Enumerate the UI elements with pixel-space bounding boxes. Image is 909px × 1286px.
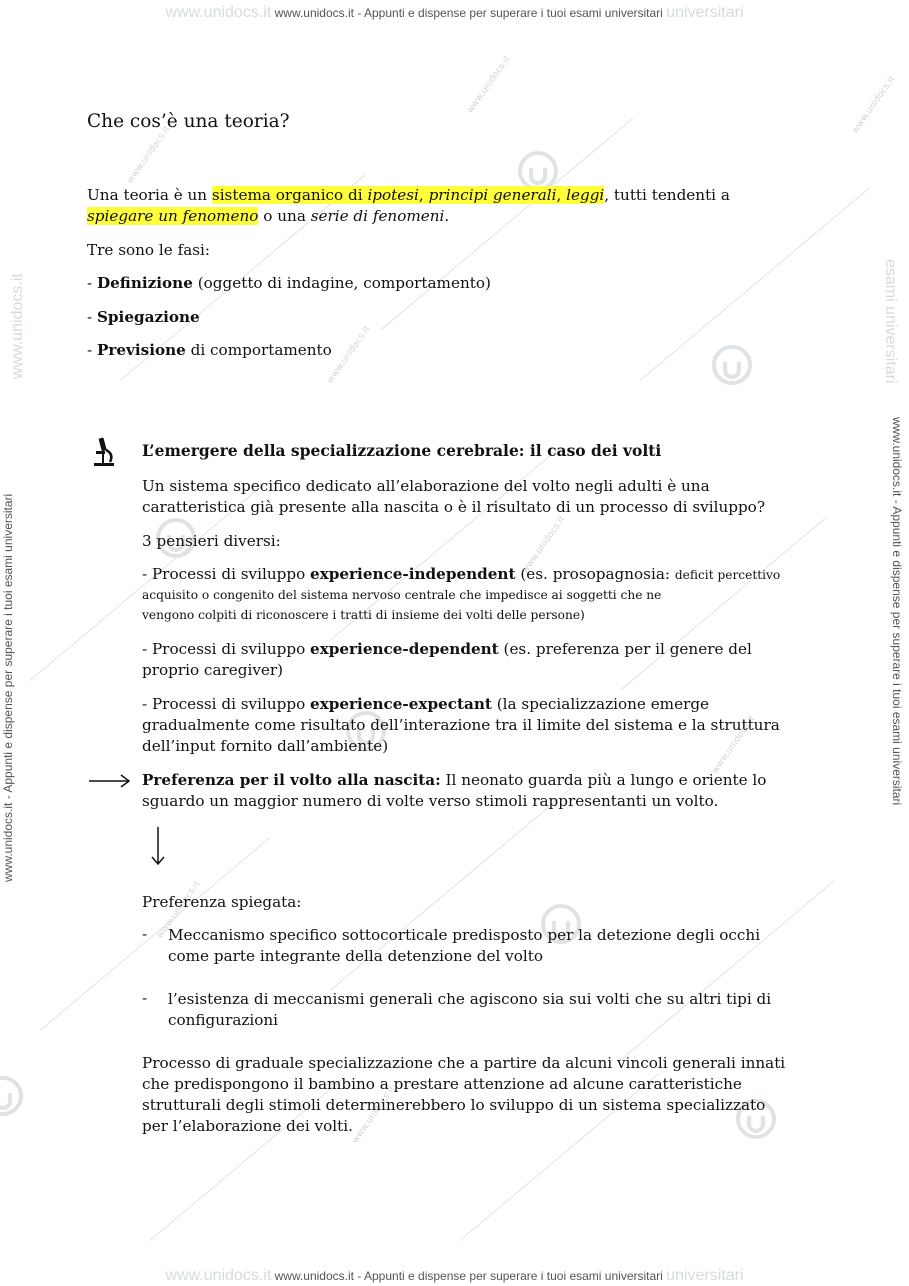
footer-ghost-left: www.unidocs.it [165,1267,272,1284]
right-side-ghost: esami universitari [882,259,899,384]
explained-heading: Preferenza spiegata: [142,893,302,911]
process-expectant-line-2: gradualmente come risultato dell’interazione tra il limite del sistema e la struttura [142,716,780,734]
phases-intro: Tre sono le fasi: [87,241,211,259]
question-line-2: caratteristica già presente alla nascita o è il risultato di un processo di sviluppo? [142,498,765,516]
process-independent-line-3: vengono colpiti di riconoscere i tratti di insieme dei volti delle persone) [142,608,585,622]
left-side-text: www.unidocs.it - Appunti e dispense per superare i tuoi esami universitari [1,493,15,882]
phase-definition: - Definizione (oggetto di indagine, comportamento) [87,274,491,292]
conclusion-line-1: Processo di graduale specializzazione che a partire da alcuni vincoli generali innati [142,1054,786,1072]
bullet-2-line-2: configurazioni [168,1011,279,1029]
header-text: www.unidocs.it - Appunti e dispense per superare i tuoi esami universitari [274,6,663,20]
conclusion-line-3: strutturali degli stimoli determinerebbero lo sviluppo di un sistema specializzato [142,1096,766,1114]
process-dependent-line-1: - Processi di sviluppo experience-dependent (es. preferenza per il genere del [142,640,752,658]
header-ghost-right: universitari [666,4,744,21]
watermark-text: www.unidocs.it [125,124,173,186]
watermark-text: www.unidocs.it [710,714,758,776]
left-side-ghost: www.unidocs.it [9,273,26,379]
phase-explanation: - Spiegazione [87,308,200,326]
bullet-1-line-2: come parte integrante della detenzione del volto [168,947,544,965]
highlight: sistema organico di ipotesi, principi generali, leggi [211,186,605,204]
bullet-dash: - [142,989,148,1007]
process-expectant-line-1: - Processi di sviluppo experience-expectant (la specializzazione emerge [142,695,710,713]
subsection-title: L’emergere della specializzazione cerebrale: il caso dei volti [142,441,662,460]
three-thoughts: 3 pensieri diversi: [142,532,281,550]
conclusion-line-2: che predispongono il bambino a prestare attenzione ad alcune caratteristiche [142,1075,742,1093]
process-independent-line-2: acquisito o congenito del sistema nervoso centrale che impedisce ai soggetti che ne [142,588,662,602]
highlight: spiegare un fenomeno [87,207,259,225]
watermark-text: www.unidocs.it [325,324,373,386]
footer-ghost-right: universitari [666,1267,744,1284]
arrow-right-icon [88,771,132,791]
conclusion-line-4: per l’elaborazione dei volti. [142,1117,353,1135]
bullet-1-line-1: Meccanismo specifico sottocorticale predisposto per la detezione degli occhi [168,926,761,944]
watermark-text: www.unidocs.it [520,514,568,576]
bullet-2-line-1: l’esistenza di meccanismi generali che agiscono sia sui volti che su altri tipi di [168,990,772,1008]
watermark-text: www.unidocs.it [350,1084,398,1146]
process-independent-line-1: - Processi di sviluppo experience-independent (es. prosopagnosia: deficit percettivo [142,565,781,583]
definition-line-2: spiegare un fenomeno o una serie di fenomeni. [87,207,450,225]
right-side-text: www.unidocs.it - Appunti e dispense per superare i tuoi esami universitari [890,417,904,806]
definition-line-1: Una teoria è un sistema organico di ipotesi, principi generali, leggi, tutti tendenti a [87,186,730,204]
watermark-text: www.unidocs.it [465,54,513,116]
section-title: Che cos’è una teoria? [87,111,290,132]
footer-text: www.unidocs.it - Appunti e dispense per superare i tuoi esami universitari [274,1269,663,1283]
process-dependent-line-2: proprio caregiver) [142,661,284,679]
watermark-text: www.unidocs.it [850,74,898,136]
watermark-text: www.unidocs.it [155,879,203,941]
process-expectant-line-3: dell’input fornito dall’ambiente) [142,737,389,755]
microscope-icon [92,437,116,467]
question-line-1: Un sistema specifico dedicato all’elaborazione del volto negli adulti è una [142,477,710,495]
bullet-dash: - [142,925,148,943]
header-ghost-left: www.unidocs.it [165,4,272,21]
arrow-down-icon [147,826,169,868]
phase-prediction: - Previsione di comportamento [87,341,332,359]
face-preference-line-2: sguardo un maggior numero di volte verso stimoli rappresentanti un volto. [142,792,719,810]
face-preference-line-1: Preferenza per il volto alla nascita: Il neonato guarda più a lungo e oriente lo [142,771,767,789]
